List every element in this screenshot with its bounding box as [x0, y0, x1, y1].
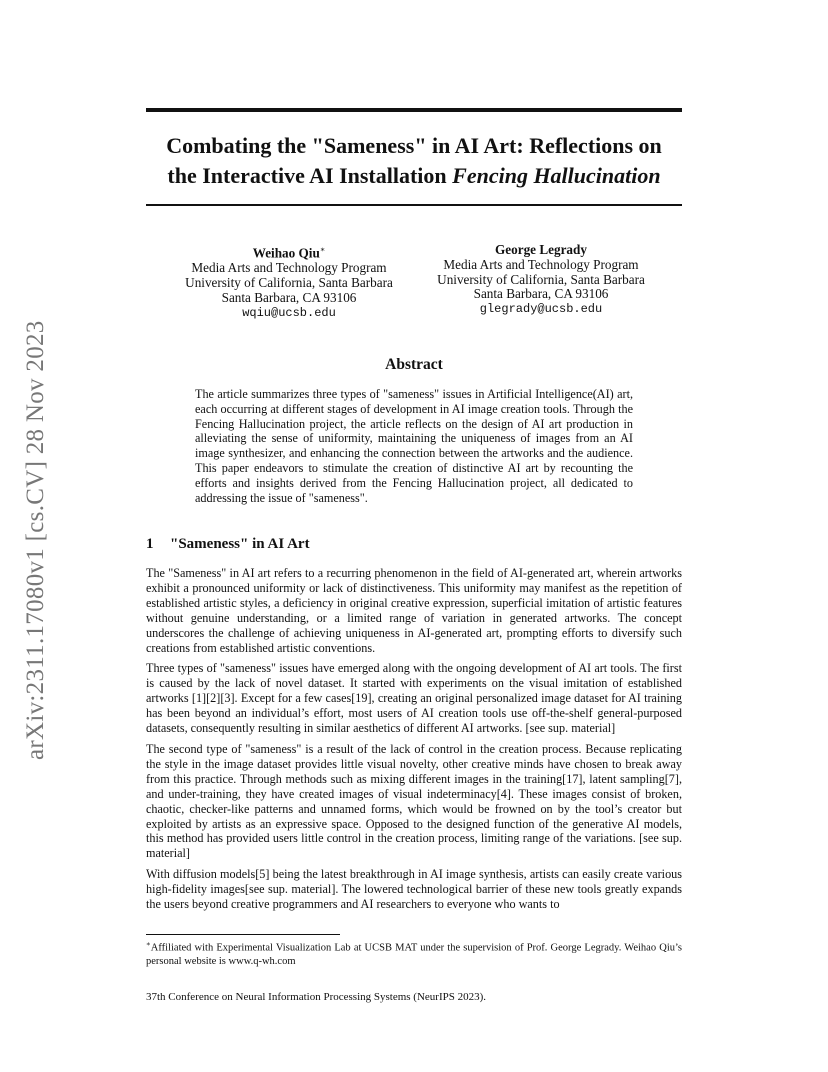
paper-title [146, 131, 682, 191]
section-body [146, 566, 682, 918]
title-line-2 [146, 161, 682, 191]
section-title: "Sameness" in AI Art [170, 536, 310, 552]
title-top-rule [146, 108, 682, 112]
author-email[interactable]: glegrady@ucsb.edu [479, 302, 603, 317]
author-city: Santa Barbara, CA 93106 [221, 289, 357, 305]
title-bottom-rule [146, 204, 682, 206]
body-paragraph: Three types of "sameness" issues have emerged along with the ongoing development of AI art tools. The first is caused by the lack of novel dataset. It started with experiments on the visual imitation of established artworks [1][2][3]. Except for a few cases[19], creating an original personalized image dataset for AI training has been beyond an individual’s effort, most users of AI creation tools use off-the-shelf general-purposed datasets, consequently resulting in similar aesthetics of different AI artworks. [see sup. material] [146, 661, 682, 736]
abstract-heading: Abstract [385, 356, 443, 373]
title-line-2-italic: Fencing Hallucination [452, 163, 661, 188]
arxiv-stamp: arXiv:2311.17080v1 [cs.CV] 28 Nov 2023 [22, 320, 49, 760]
author-name: George Legrady [495, 242, 587, 257]
footnote-mark: ∗ [146, 940, 151, 948]
title-line-2-plain: the Interactive AI Installation [167, 163, 453, 188]
section-heading [146, 536, 310, 553]
footnote [146, 938, 682, 968]
section-number: 1 [146, 536, 154, 552]
author-email[interactable]: wqiu@ucsb.edu [242, 305, 336, 320]
footnote-text: Affiliated with Experimental Visualization Lab at UCSB MAT under the supervision of Prof. George Legrady. Weihao Qiu’s personal website is www.q-wh.com [146, 942, 682, 967]
author-department: Media Arts and Technology Program [191, 260, 387, 276]
author-university: University of California, Santa Barbara [437, 271, 645, 287]
author-block-1 [164, 243, 414, 320]
author-footnote-mark: ∗ [319, 245, 326, 254]
title-line-1: Combating the "Sameness" in AI Art: Reflections on [166, 133, 662, 158]
author-name: Weihao Qiu∗ [252, 245, 326, 261]
author-city: Santa Barbara, CA 93106 [473, 286, 609, 302]
conference-note: 37th Conference on Neural Information Processing Systems (NeurIPS 2023). [146, 991, 487, 1003]
author-university: University of California, Santa Barbara [185, 274, 393, 290]
body-paragraph: The second type of "sameness" is a result of the lack of control in the creation process. Because replicating the style in the image dataset provides little visual novelty, other creative minds have chosen to break away from this practice. Through methods such as mixing different images in the training[17], latent sampling[7], and under-training, they have created images of visual indeterminacy[4]. These images consist of broken, chaotic, checker-like patterns and unnamed forms, which would be frowned on by the tool’s creator but exploited by artists as an expressive space. Opposed to the designed function of the generative AI models, this method has provided users little control in the creation process, limiting range of the variations. [see sup. material] [146, 741, 682, 861]
author-block-2 [416, 243, 666, 317]
footnote-rule [146, 934, 340, 935]
abstract-text: The article summarizes three types of "sameness" issues in Artificial Intelligence(AI) art, each occurring at different stages of development in AI image creation tools. Through the Fencing Hallucination project, the article reflects on the design of AI art production in alleviating the sense of uniformity, maintaining the uniqueness of images from an AI image synthesizer, and enhancing the connection between the artworks and the audience. This paper endeavors to stimulate the creation of distinctive AI art by recounting the efforts and insights derived from the Fencing Hallucination project, all dedicated to addressing the issue of "sameness". [195, 387, 633, 505]
body-paragraph: With diffusion models[5] being the latest breakthrough in AI image synthesis, artists can easily create various high-fidelity images[see sup. material]. The lowered technological barrier of these new tools greatly expands the users beyond creative programmers and AI researchers to everyone who wants to [146, 867, 682, 912]
author-department: Media Arts and Technology Program [443, 256, 639, 272]
body-paragraph: The "Sameness" in AI art refers to a recurring phenomenon in the field of AI-generated art, wherein artworks exhibit a pronounced uniformity or lack of distinctiveness. This uniformity may manifest as the repetition of established artistic styles, a deficiency in original creative expression, superficial imitation of artistic features without genuine understanding, or a limited range of variation in generated artworks. The concept underscores the challenge of achieving uniqueness in AI-generated art, prompting efforts to diversify such creations from established artistic conventions. [146, 566, 682, 655]
